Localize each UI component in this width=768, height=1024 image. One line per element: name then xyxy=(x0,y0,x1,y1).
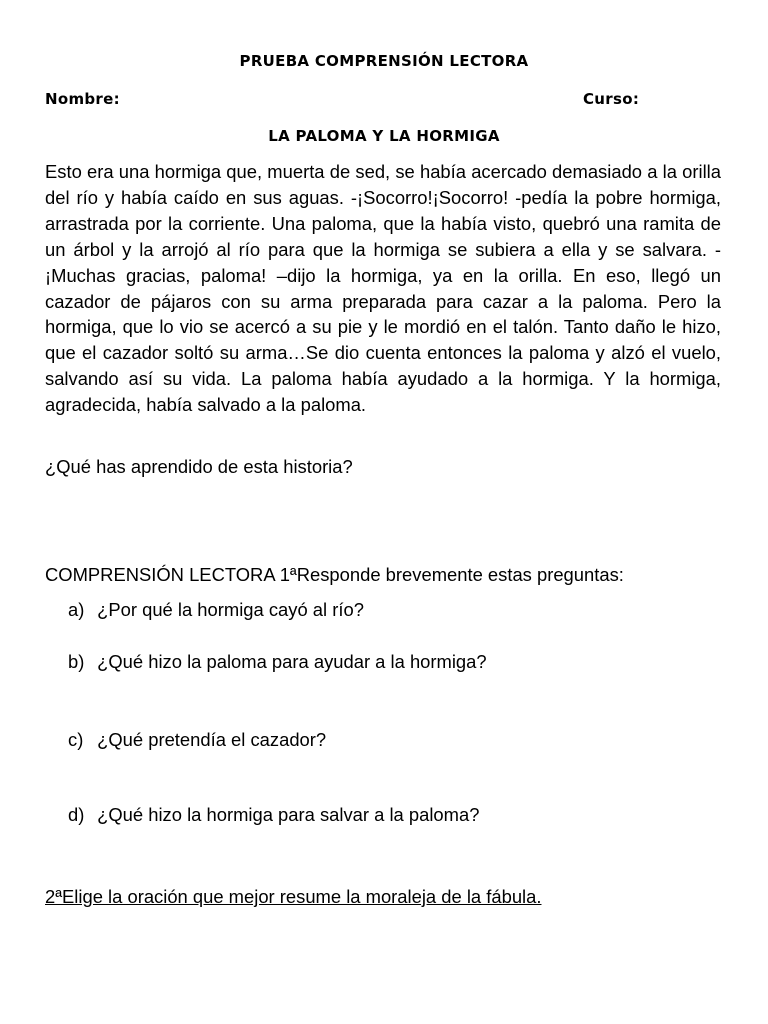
story-title: LA PALOMA Y LA HORMIGA xyxy=(268,127,500,145)
question-item xyxy=(68,804,479,826)
question-label: b) xyxy=(68,651,85,672)
section1-heading: COMPRENSIÓN LECTORA 1ªResponde brevemente estas preguntas: xyxy=(45,564,624,585)
question-item xyxy=(68,599,364,621)
question-label: d) xyxy=(68,804,85,825)
question-label: c) xyxy=(68,729,84,750)
question-text: ¿Por qué la hormiga cayó al río? xyxy=(97,599,364,620)
question-item xyxy=(68,651,487,673)
question-label: a) xyxy=(68,599,85,620)
name-label: Nombre: xyxy=(45,90,120,108)
course-label: Curso: xyxy=(583,90,640,108)
question-text: ¿Qué hizo la hormiga para salvar a la paloma? xyxy=(97,804,480,825)
question-text: ¿Qué pretendía el cazador? xyxy=(97,729,327,750)
question-item xyxy=(68,729,326,751)
section2-heading: 2ªElige la oración que mejor resume la moraleja de la fábula. xyxy=(45,886,542,907)
question-text: ¿Qué hizo la paloma para ayudar a la hormiga? xyxy=(97,651,487,672)
story-paragraph: Esto era una hormiga que, muerta de sed, se había acercado demasiado a la orilla del río y había caído en sus aguas. -¡Socorro!¡Socorro! -pedía la pobre hormiga, arrastrada por la corriente. Una paloma, que la había visto, quebró una ramita de un árbol y la arrojó al río para que la hormiga se subiera a ella y se salvara. -¡Muchas gracias, paloma! –dijo la hormiga, ya en la orilla. En eso, llegó un cazador de pájaros con su arma preparada para cazar a la paloma. Pero la hormiga, que lo vio se acercó a su pie y le mordió en el talón. Tanto daño le hizo, que el cazador soltó su arma…Se dio cuenta entonces la paloma y alzó el vuelo, salvando así su vida. La paloma había ayudado a la hormiga. Y la hormiga, agradecida, había salvado a la paloma. xyxy=(45,161,721,416)
reflection-question: ¿Qué has aprendido de esta historia? xyxy=(45,456,353,477)
document-title: PRUEBA COMPRENSIÓN LECTORA xyxy=(239,52,529,70)
